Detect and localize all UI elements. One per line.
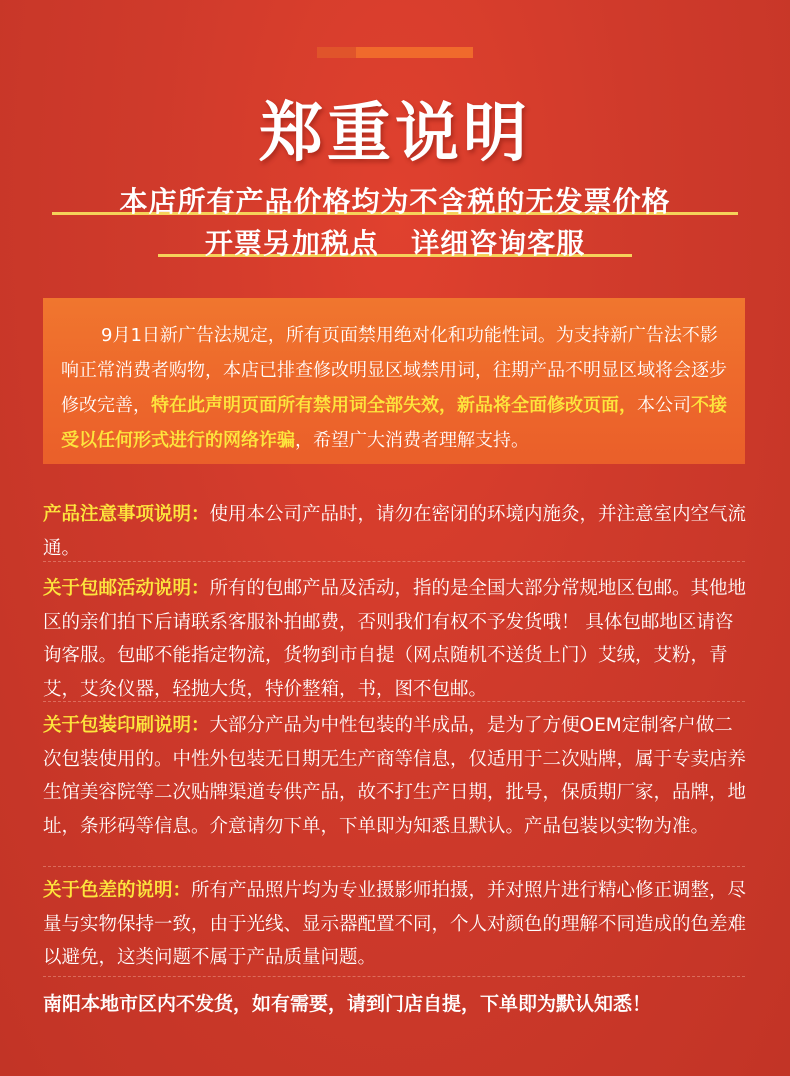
- subtitle-line-1-text: 本店所有产品价格均为不含税的无发票价格: [119, 185, 671, 218]
- divider-4: [43, 976, 745, 977]
- title-accent-bar: [317, 47, 473, 58]
- local-pickup-notice: 南阳本地市区内不发货，如有需要，请到门店自提，下单即为默认知悉！: [43, 993, 652, 1015]
- page-title: 郑重说明: [259, 97, 531, 171]
- section-packaging-lead: 关于包装印刷说明：: [43, 715, 210, 736]
- divider-1: [43, 561, 745, 562]
- section-product-notes: [43, 498, 749, 565]
- divider-3: [43, 866, 745, 867]
- section-color-difference-body: 所有产品照片均为专业摄影师拍摄，并对照片进行精心修正调整，尽量与实物保持一致，由于光线、显示器配置不同，个人对颜色的理解不同造成的色差难以避免，这类问题不属于产品质量问题。: [43, 880, 747, 968]
- section-product-notes-body: 使用本公司产品时，请勿在密闭的环境内施灸，并注意室内空气流通。: [43, 504, 747, 559]
- section-packaging: [43, 709, 749, 843]
- notice-highlight-1: 特在此声明页面所有禁用词全部失效，新品将全面修改页面，: [151, 395, 637, 416]
- notice-text-part2: 本公司: [637, 395, 691, 416]
- subtitle-line-2-text: 开票另加税点 详细咨询客服: [204, 227, 586, 260]
- section-color-difference: [43, 874, 749, 975]
- section-free-shipping: [43, 572, 749, 706]
- divider-2: [43, 701, 745, 702]
- notice-text-part1: 9月1日新广告法规定，所有页面禁用绝对化和功能性词。为支持新广告法不影响正常消费者购物，本店已排查修改明显区域禁用词，往期产品不明显区域将会逐步修改完善，: [61, 325, 727, 416]
- notice-text-part3: ，希望广大消费者理解支持。: [295, 430, 529, 451]
- section-product-notes-lead: 产品注意事项说明：: [43, 504, 210, 525]
- section-free-shipping-lead: 关于包邮活动说明：: [43, 578, 210, 599]
- section-free-shipping-body: 所有的包邮产品及活动，指的是全国大部分常规地区包邮。其他地区的亲们拍下后请联系客服补拍邮费，否则我们有权不予发货哦！ 具体包邮地区请咨询客服。包邮不能指定物流，货物到市自提（网点随机不送货上门）艾绒，艾粉，青艾，艾灸仪器，轻抛大货，特价整箱，书，图不包邮。: [43, 578, 747, 700]
- subtitle-line-2: [0, 222, 790, 262]
- ad-law-notice-box: [43, 298, 745, 464]
- section-color-difference-lead: 关于色差的说明：: [43, 880, 192, 901]
- notice-highlight-2: 不接受以任何形式进行的网络诈骗: [61, 395, 727, 451]
- section-packaging-body: 大部分产品为中性包装的半成品，是为了方便OEM定制客户做二次包装使用的。中性外包装无日期无生产商等信息，仅适用于二次贴牌，属于专卖店养生馆美容院等二次贴牌渠道专供产品，故不打生产日期，批号，保质期厂家，品牌，地址，条形码等信息。介意请勿下单，下单即为知悉且默认。产品包装以实物为准。: [43, 715, 747, 837]
